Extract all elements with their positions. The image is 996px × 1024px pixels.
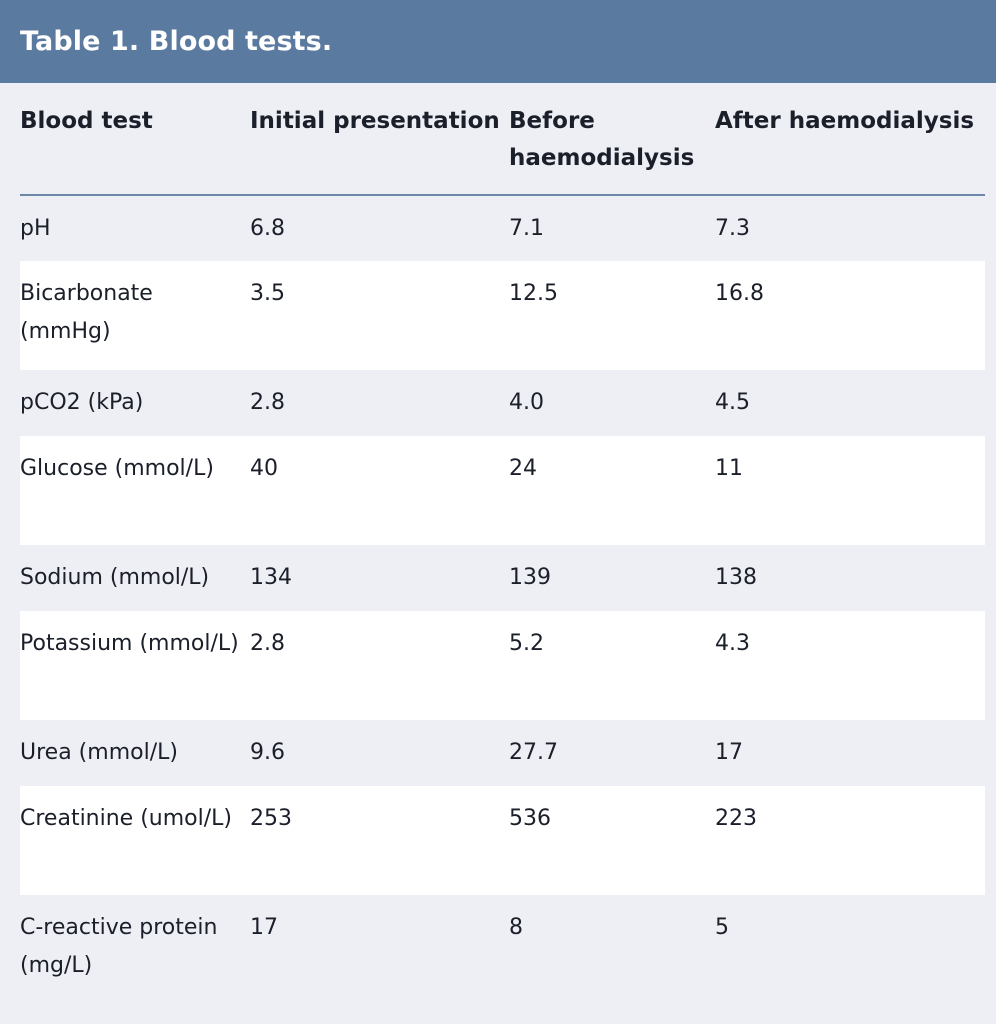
table-cell: 8 (509, 915, 523, 940)
table-cell: Urea (mmol/L) (20, 740, 178, 765)
table-row (20, 895, 985, 1004)
blood-tests-table (20, 83, 985, 1004)
table-cell: pCO2 (kPa) (20, 390, 144, 415)
table-cell: 17 (715, 740, 743, 765)
table-cell: 536 (509, 806, 551, 831)
table-cell: 27.7 (509, 740, 558, 765)
table-cell: 5.2 (509, 631, 544, 656)
table-cell: 4.0 (509, 390, 544, 415)
table-cell: 134 (250, 565, 292, 590)
table-row (20, 611, 985, 720)
table-cell: pH (20, 216, 51, 241)
column-header: Blood test (20, 83, 250, 195)
table-row (20, 720, 985, 786)
table-cell: 3.5 (250, 281, 285, 306)
table-cell: Sodium (mmol/L) (20, 565, 210, 590)
table-cell: Glucose (mmol/L) (20, 456, 214, 481)
table-cell: 7.1 (509, 216, 544, 241)
table-cell: Potassium (mmol/L) (20, 631, 239, 656)
table-cell: 139 (509, 565, 551, 590)
table-cell: 5 (715, 915, 729, 940)
table-cell: 17 (250, 915, 278, 940)
table-cell: 12.5 (509, 281, 558, 306)
table-cell: 7.3 (715, 216, 750, 241)
table-cell: Creatinine (umol/L) (20, 806, 232, 831)
table-cell: 24 (509, 456, 537, 481)
table-cell: 40 (250, 456, 278, 481)
table-row (20, 545, 985, 611)
table-caption-bar (0, 0, 996, 83)
table-cell: 16.8 (715, 281, 764, 306)
table-header-row (20, 83, 985, 195)
table-cell: 4.5 (715, 390, 750, 415)
table-row (20, 261, 985, 370)
table-cell: 138 (715, 565, 757, 590)
table-cell: 9.6 (250, 740, 285, 765)
table-row (20, 195, 985, 261)
table-cell: 253 (250, 806, 292, 831)
table-cell: 6.8 (250, 216, 285, 241)
column-header: After haemodialysis (715, 83, 985, 195)
table-row (20, 370, 985, 436)
column-header: Before haemodialysis (509, 83, 715, 195)
table-cell: Bicarbonate (mmHg) (20, 281, 153, 344)
table-cell: 11 (715, 456, 743, 481)
table-caption-title: Table 1. Blood tests. (20, 26, 333, 57)
column-header: Initial presentation (250, 83, 509, 195)
table-cell: C-reactive protein (mg/L) (20, 915, 218, 978)
table-row (20, 786, 985, 895)
table-cell: 223 (715, 806, 757, 831)
table-cell: 2.8 (250, 390, 285, 415)
table-row (20, 436, 985, 545)
table-cell: 2.8 (250, 631, 285, 656)
table-cell: 4.3 (715, 631, 750, 656)
